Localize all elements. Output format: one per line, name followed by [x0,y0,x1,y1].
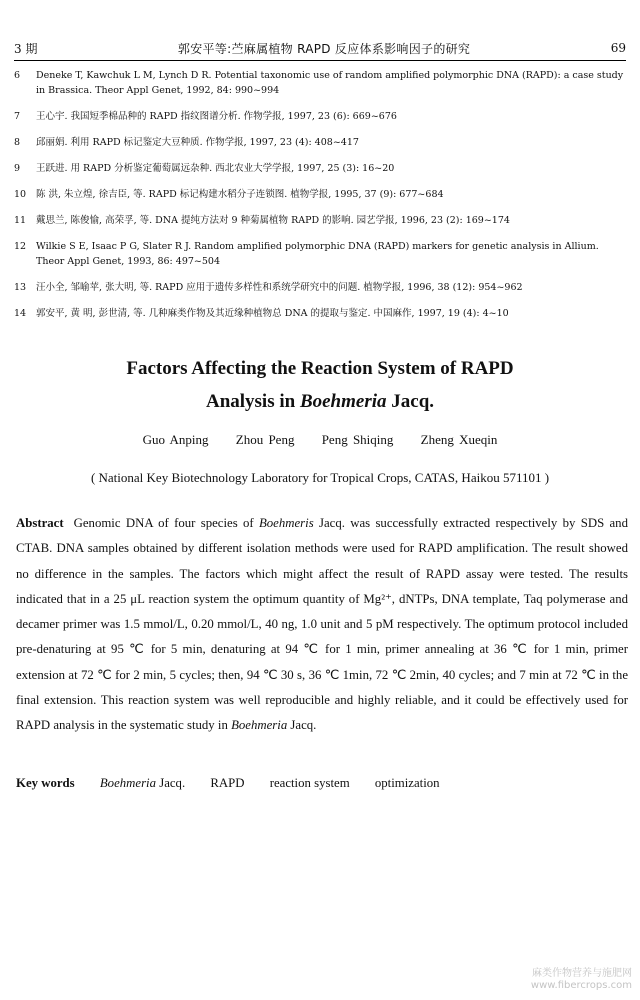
reference-item [14,306,630,321]
reference-number: 14 [14,308,27,319]
abstract-text-3: Jacq. [287,718,317,733]
reference-item [14,109,630,124]
reference-number: 13 [14,282,27,293]
reference-number: 12 [14,241,27,252]
watermark-line-2: www.fibercrops.com [530,980,632,991]
abstract [16,511,628,739]
author-list [0,432,640,448]
author-name: Zheng Xueqin [420,432,498,447]
abstract-text-1: Genomic DNA of four species of [73,516,259,530]
keyword-suffix: Jacq. [156,776,186,790]
reference-item [14,239,630,269]
reference-item [14,135,630,150]
watermark-line-1: 麻类作物营养与施肥网 [532,968,632,979]
reference-number: 8 [14,137,21,148]
title-line-1: Factors Affecting the Reaction System of RAPD [126,358,514,379]
author-name: Peng Shiqing [321,432,394,447]
reference-text: Deneke T, Kawchuk L M, Lynch D R. Potential taxonomic use of random amplified polymorphic DNA (RAPD): a case study in Brassica. Theor Appl Genet, 1992, 84: 990~994 [36,70,624,96]
reference-text: 汪小全, 邹喻苹, 张大明, 等. RAPD 应用于遗传多样性和系统学研究中的问题. 植物学报, 1996, 38 (12): 954~962 [36,282,523,293]
article-title [0,352,640,418]
keywords [16,776,628,791]
reference-text: 邱丽娟. 利用 RAPD 标记鉴定大豆种质. 作物学报, 1997, 23 (4): 408~417 [36,137,359,148]
reference-item [14,213,630,228]
reference-text: 戴思兰, 陈俊愉, 高荣孚, 等. DNA 提纯方法对 9 种菊属植物 RAPD 的影响. 园艺学报, 1996, 23 (2): 169~174 [36,215,510,226]
title-suffix: Jacq. [386,391,435,412]
running-header [14,36,626,61]
keyword: reaction system [269,776,350,790]
reference-item [14,280,630,295]
reference-item [14,68,630,98]
keyword-genus: Boehmeria [99,776,157,790]
running-title: 郭安平等:苎麻属植物 RAPD 反应体系影响因子的研究 [177,41,471,56]
title-line-2 [0,385,640,418]
reference-text: 郭安平, 黄 明, 彭世清, 等. 几种麻类作物及其近缘种植物总 DNA 的提取与鉴定. 中国麻作, 1997, 19 (4): 4~10 [36,308,509,319]
reference-number: 6 [14,70,21,81]
author-name: Guo Anping [142,432,209,447]
title-genus: Boehmeria [299,391,387,412]
keyword [100,776,185,790]
issue-number: 3 期 [14,41,38,56]
reference-list [14,68,630,332]
abstract-label: Abstract [16,516,64,530]
reference-text: Wilkie S E, Isaac P G, Slater R J. Random amplified polymorphic DNA (RAPD) markers for genetic analysis in Allium. Theor Appl Genet, 1993, 86: 497~504 [36,241,599,267]
keyword: RAPD [210,776,245,790]
reference-number: 9 [14,163,21,174]
reference-text: 陈 洪, 朱立煌, 徐吉臣, 等. RAPD 标记构建水稻分子连锁图. 植物学报, 1995, 37 (9): 677~684 [36,189,444,200]
abstract-genus-2: Boehmeria [231,718,288,733]
reference-item [14,161,630,176]
reference-number: 11 [14,215,27,226]
keywords-label: Key words [16,776,75,790]
page-number: 69 [610,41,626,55]
abstract-genus-1: Boehmeris [258,516,314,530]
title-prefix: Analysis in [205,391,300,412]
reference-item [14,187,630,202]
reference-text: 王心宇. 我国短季棉品种的 RAPD 指纹图谱分析. 作物学报, 1997, 23 (6): 669~676 [36,111,397,122]
abstract-text-2: Jacq. was successfully extracted respectively by SDS and CTAB. DNA samples obtained by different isolation methods were used for RAPD amplification. The result showed no difference in the samples. The factors which might affect the result of RAPD assay were tested. The results indicated that in a 25 μL reaction system the optimum quantity of Mg²⁺, dNTPs, DNA template, Taq polymerase and decamer primer was 1.5 mmol/L, 0.20 mmol/L, 40 ng, 1.0 unit and 5 pM respectively. The optimum protocol included pre-denaturing at 95 ℃ for 5 min, denaturing at 94 ℃ for 1 min, primer annealing at 36 ℃ for 1 min, primer extension at 72 ℃ for 2 min, 5 cycles; then, 94 ℃ 30 s, 36 ℃ 1min, 72 ℃ 2min, 40 cycles; and 7 min at 72 ℃ in the final extension. This reaction system was well reproducible and highly reliable, and it could be effectively used for RAPD analysis in the systematic study in [16,516,628,733]
keyword: optimization [374,776,440,790]
reference-number: 10 [14,189,27,200]
affiliation: ( National Key Biotechnology Laboratory for Tropical Crops, CATAS, Haikou 571101 ) [90,470,550,485]
reference-number: 7 [14,111,21,122]
author-name: Zhou Peng [235,432,295,447]
site-watermark [531,968,632,992]
reference-text: 王跃进. 用 RAPD 分析鉴定葡萄属远杂种. 西北农业大学学报, 1997, 25 (3): 16~20 [36,163,395,174]
